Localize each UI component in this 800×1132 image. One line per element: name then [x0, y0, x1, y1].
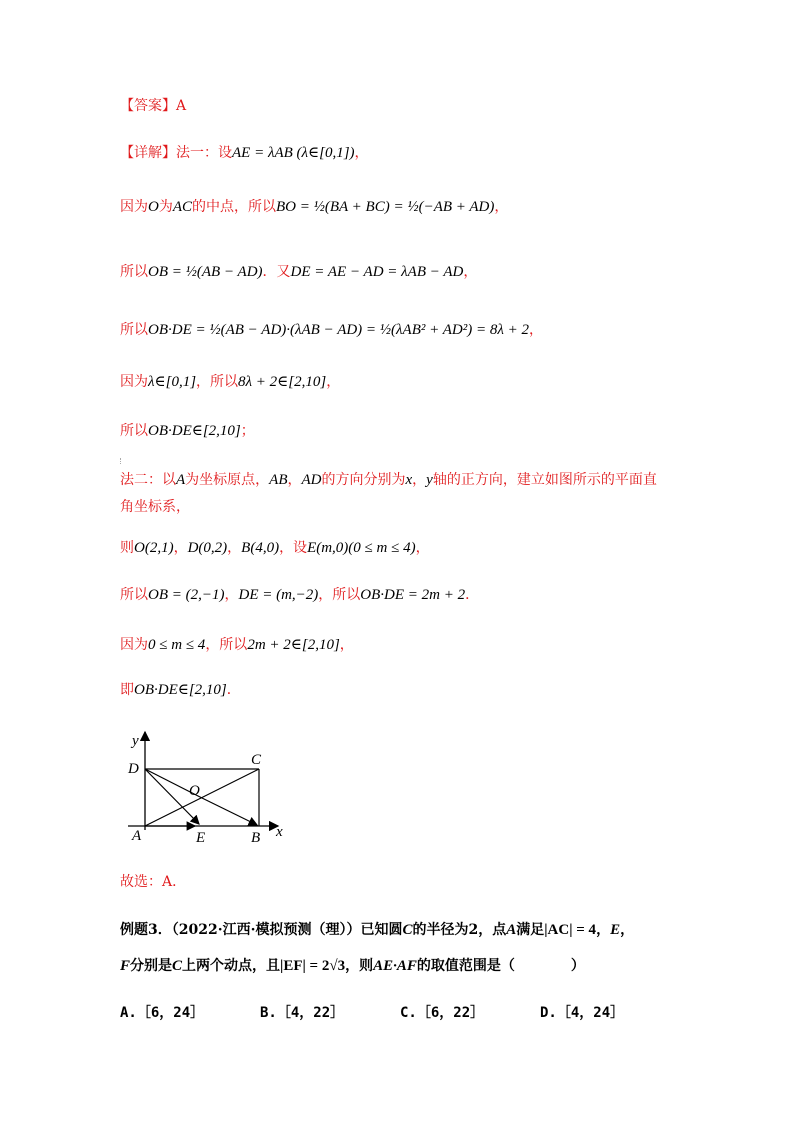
- text: 的取值范围是（ ）: [416, 958, 585, 974]
- text: 的中点，所以: [192, 199, 277, 215]
- vector-ob-arrow: [202, 798, 257, 825]
- punct: ，: [224, 587, 239, 603]
- punct: ，: [620, 922, 635, 938]
- detail-line-4: [120, 320, 543, 340]
- option-b[interactable]: B.［4，22］: [260, 1005, 345, 1021]
- formula-ef: |EF| = 2√3: [280, 958, 346, 974]
- punct: ，: [415, 540, 430, 556]
- formula-ob: OB = ½(AB − AD): [148, 264, 263, 280]
- text: 角坐标系，: [120, 499, 190, 515]
- punct: ，: [339, 637, 354, 653]
- formula-result-2: OB·DE∈[2,10]: [134, 682, 227, 698]
- text: 轴的正方向，建立如图所示的平面直: [432, 472, 657, 488]
- text: ，所以: [205, 637, 248, 653]
- point-o: O: [148, 199, 159, 215]
- circle-c: C: [172, 958, 183, 974]
- label-a: A: [132, 828, 142, 844]
- example-line-2: [120, 956, 585, 976]
- label-b: B: [251, 830, 261, 846]
- text: 法二：以: [120, 472, 176, 488]
- coord-e: E(m,0)(0 ≤ m ≤ 4): [307, 540, 416, 556]
- detail-line-2: [120, 197, 508, 217]
- text: 为坐标原点，: [185, 472, 270, 488]
- option-c[interactable]: C.［6，22］: [400, 1005, 485, 1021]
- formula-lambda: λ∈[0,1]: [148, 374, 197, 390]
- method2-line-6: [120, 680, 241, 700]
- formula-ae: AE = λAB (λ∈[0,1]): [232, 145, 355, 161]
- text: 的半径为2，点: [412, 922, 507, 938]
- answer-value: A: [176, 98, 187, 114]
- vector-de-value: DE = (m,−2): [238, 587, 319, 603]
- conclusion: 故选：A．: [120, 874, 187, 890]
- text: 所以: [120, 423, 148, 439]
- label-e: E: [196, 830, 206, 846]
- label-o: O: [189, 783, 200, 799]
- dot-product: OB·DE = 2m + 2: [360, 587, 466, 603]
- formula-result-1: OB·DE∈[2,10]: [148, 423, 241, 439]
- option-d[interactable]: D.［4，24］: [540, 1005, 625, 1021]
- label-c: C: [251, 752, 262, 768]
- divider: [120, 458, 121, 464]
- text: 所以: [120, 264, 148, 280]
- formula-bo: BO = ½(BA + BC) = ½(−AB + AD): [276, 199, 495, 215]
- coord-d: D(0,2): [187, 540, 228, 556]
- text: 满足: [516, 922, 545, 938]
- example-line-1: [120, 920, 634, 940]
- label-x: x: [276, 824, 283, 840]
- punct: ，: [354, 145, 369, 161]
- text: 分别是: [130, 958, 173, 974]
- circle-c: C: [402, 922, 413, 938]
- point-a: A: [176, 472, 186, 488]
- vector-ab: AB: [269, 472, 288, 488]
- answer-label: 【答案】: [120, 98, 176, 114]
- detail-line-1: [120, 143, 369, 163]
- method2-line-3: [120, 538, 430, 558]
- punct: ，: [173, 540, 188, 556]
- result-range: 2m + 2∈[2,10]: [247, 637, 340, 653]
- text: 即: [120, 682, 134, 698]
- text: 上两个动点，且: [182, 958, 281, 974]
- punct: ，: [494, 199, 509, 215]
- text: ．又: [262, 264, 291, 280]
- punct: ．: [226, 682, 241, 698]
- text: 所以: [120, 322, 148, 338]
- method2-line-2: [120, 497, 190, 517]
- detail-line-6: [120, 421, 255, 441]
- formula-ob-de: OB·DE = ½(AB − AD)·(λAB − AD) = ½(λAB² + AD²) = 8λ + 2: [148, 322, 529, 338]
- label-d: D: [128, 761, 139, 777]
- punct: ，: [227, 540, 242, 556]
- text: ，则: [345, 958, 374, 974]
- vector-ob-value: OB = (2,−1): [148, 587, 225, 603]
- text: 的方向分别为: [321, 472, 406, 488]
- point-e: E: [610, 922, 621, 938]
- vector-ad: AD: [301, 472, 322, 488]
- punct: ；: [240, 423, 255, 439]
- method2-line-4: [120, 585, 479, 605]
- answer-line: [120, 96, 186, 116]
- text: 为: [158, 199, 173, 215]
- coord-o: O(2,1): [134, 540, 174, 556]
- method2-line-1: [120, 470, 657, 490]
- formula-ae-af: AE·AF: [373, 958, 417, 974]
- text: 因为: [120, 374, 148, 390]
- punct: ，: [412, 472, 427, 488]
- label-y: y: [132, 733, 139, 749]
- detail-label: 【详解】: [120, 145, 176, 161]
- punct: ，: [326, 374, 341, 390]
- point-f: F: [120, 958, 131, 974]
- punct: ，: [463, 264, 478, 280]
- method1-label: 法一：设: [176, 145, 232, 161]
- option-a[interactable]: A.［6，24］: [120, 1005, 205, 1021]
- coord-b: B(4,0): [241, 540, 280, 556]
- punct: ，: [596, 922, 611, 938]
- segment-ac: AC: [172, 199, 193, 215]
- method2-line-5: [120, 635, 354, 655]
- text: 所以: [120, 587, 148, 603]
- punct: ．: [465, 587, 480, 603]
- detail-line-3: [120, 262, 477, 282]
- text: ，所以: [318, 587, 361, 603]
- text: 则: [120, 540, 134, 556]
- text: 因为: [120, 637, 148, 653]
- formula-ac: |AC| = 4: [544, 922, 597, 938]
- coordinate-figure: [120, 728, 300, 846]
- point-a: A: [506, 922, 517, 938]
- punct: ，: [287, 472, 302, 488]
- text: ，设: [279, 540, 308, 556]
- formula-range: 8λ + 2∈[2,10]: [238, 374, 327, 390]
- text: ，所以: [196, 374, 239, 390]
- detail-line-5: [120, 372, 340, 392]
- m-range: 0 ≤ m ≤ 4: [148, 637, 206, 653]
- formula-de: DE = AE − AD = λAB − AD: [290, 264, 464, 280]
- punct: ，: [528, 322, 543, 338]
- axis-x-text: x: [405, 472, 413, 488]
- axis-y-text: y: [426, 472, 433, 488]
- example-title: 例题3．（2022·江西·模拟预测（理））已知圆: [120, 922, 403, 938]
- text: 因为: [120, 199, 148, 215]
